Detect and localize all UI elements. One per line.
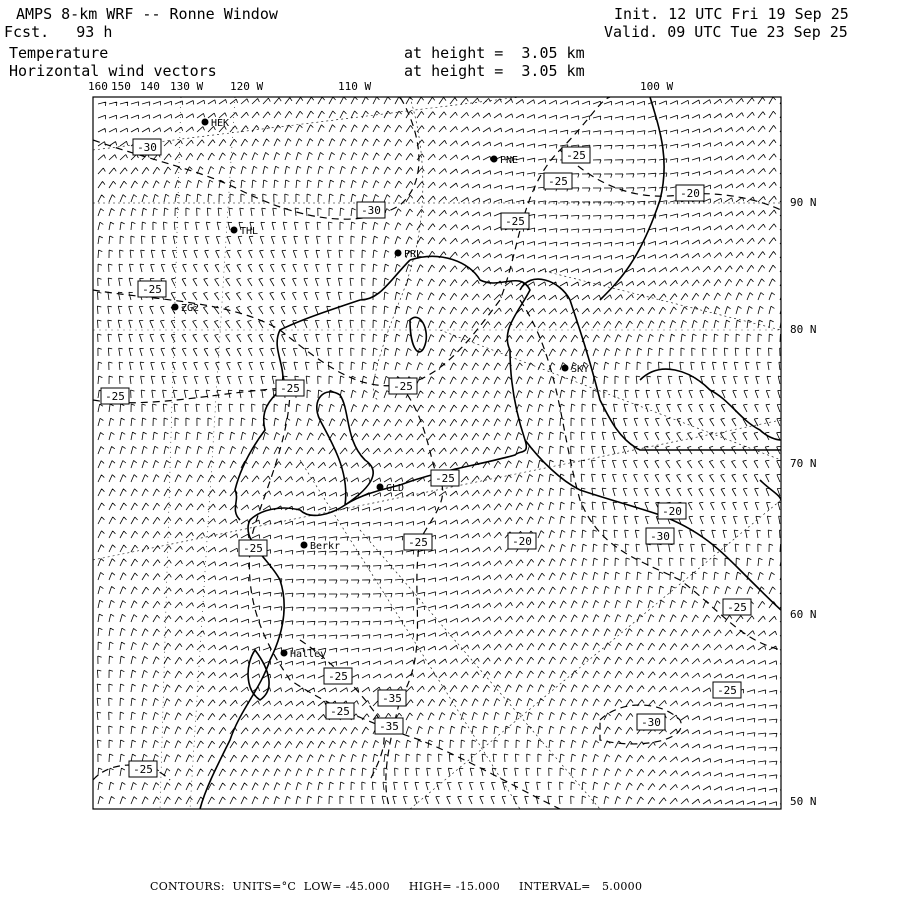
lon-label-140: 140 xyxy=(140,80,160,93)
station-label: Halley xyxy=(290,649,327,660)
contour-label-text: -25 xyxy=(435,472,455,485)
lat-label-50n: 50 N xyxy=(790,795,817,808)
contour-label-text: -25 xyxy=(505,215,525,228)
contour-label-text: -30 xyxy=(361,204,381,217)
station-label: GLD xyxy=(386,483,405,494)
lat-label-80n: 80 N xyxy=(790,323,817,336)
station-label: THL xyxy=(240,226,259,237)
lon-label-120w: 120 W xyxy=(230,80,264,93)
lon-label-100w: 100 W xyxy=(640,80,674,93)
station-dot xyxy=(377,484,384,491)
station-dot xyxy=(231,227,238,234)
station-label: HEK xyxy=(211,118,230,129)
map-title: AMPS 8-km WRF -- Ronne Window xyxy=(16,5,278,23)
contour-label-text: -20 xyxy=(680,187,700,200)
contour-label-text: -25 xyxy=(142,283,162,296)
contour-label-text: -35 xyxy=(382,692,402,705)
station-dot xyxy=(202,119,209,126)
coastlines xyxy=(200,97,781,809)
height-temperature: at height = 3.05 km xyxy=(404,44,585,62)
contour-label-text: -30 xyxy=(137,141,157,154)
contour-label-text: -25 xyxy=(717,684,737,697)
contour-label-text: -25 xyxy=(330,705,350,718)
lon-label-150: 150 xyxy=(111,80,131,93)
station-label: PNE xyxy=(500,155,519,166)
height-wind: at height = 3.05 km xyxy=(404,62,585,80)
station-dot xyxy=(491,156,498,163)
contour-label-text: -25 xyxy=(408,536,428,549)
init-time: Init. 12 UTC Fri 19 Sep 25 xyxy=(614,5,849,23)
forecast-hour: Fcst. 93 h xyxy=(4,23,113,41)
contour-label-text: -30 xyxy=(641,716,661,729)
contour-label-text: -25 xyxy=(727,601,747,614)
field-temperature: Temperature xyxy=(9,44,109,62)
lon-label-160: 160 xyxy=(88,80,108,93)
station-label: PRL xyxy=(404,249,423,260)
contour-label-text: -20 xyxy=(662,505,682,518)
contour-labels xyxy=(101,139,751,777)
contour-label-text: -25 xyxy=(280,382,300,395)
contour-label-text: -25 xyxy=(328,670,348,683)
station-dot xyxy=(562,365,569,372)
station-markers xyxy=(172,118,590,660)
contour-label-text: -25 xyxy=(548,175,568,188)
station-label: ZG2 xyxy=(181,303,200,314)
station-dot xyxy=(172,304,179,311)
lat-label-90n: 90 N xyxy=(790,196,817,209)
lat-label-70n: 70 N xyxy=(790,457,817,470)
lat-label-60n: 60 N xyxy=(790,608,817,621)
contour-label-text: -25 xyxy=(105,390,125,403)
station-dot xyxy=(395,250,402,257)
field-wind-vectors: Horizontal wind vectors xyxy=(9,62,217,80)
lon-label-110w: 110 W xyxy=(338,80,372,93)
contour-label-text: -30 xyxy=(650,530,670,543)
contour-label-text: -25 xyxy=(393,380,413,393)
contour-legend: CONTOURS: UNITS=°C LOW= -45.000 HIGH= -15.000 INTERVAL= 5.0000 xyxy=(150,880,643,893)
valid-time: Valid. 09 UTC Tue 23 Sep 25 xyxy=(604,23,848,41)
station-label: Berkr xyxy=(310,541,341,552)
contour-label-text: -25 xyxy=(243,542,263,555)
station-dot xyxy=(281,650,288,657)
contour-label-text: -25 xyxy=(133,763,153,776)
station-label: SKY xyxy=(571,364,590,375)
contour-label-text: -25 xyxy=(566,149,586,162)
lon-label-130w: 130 W xyxy=(170,80,204,93)
contour-label-text: -20 xyxy=(512,535,532,548)
contour-label-text: -35 xyxy=(379,720,399,733)
station-dot xyxy=(301,542,308,549)
